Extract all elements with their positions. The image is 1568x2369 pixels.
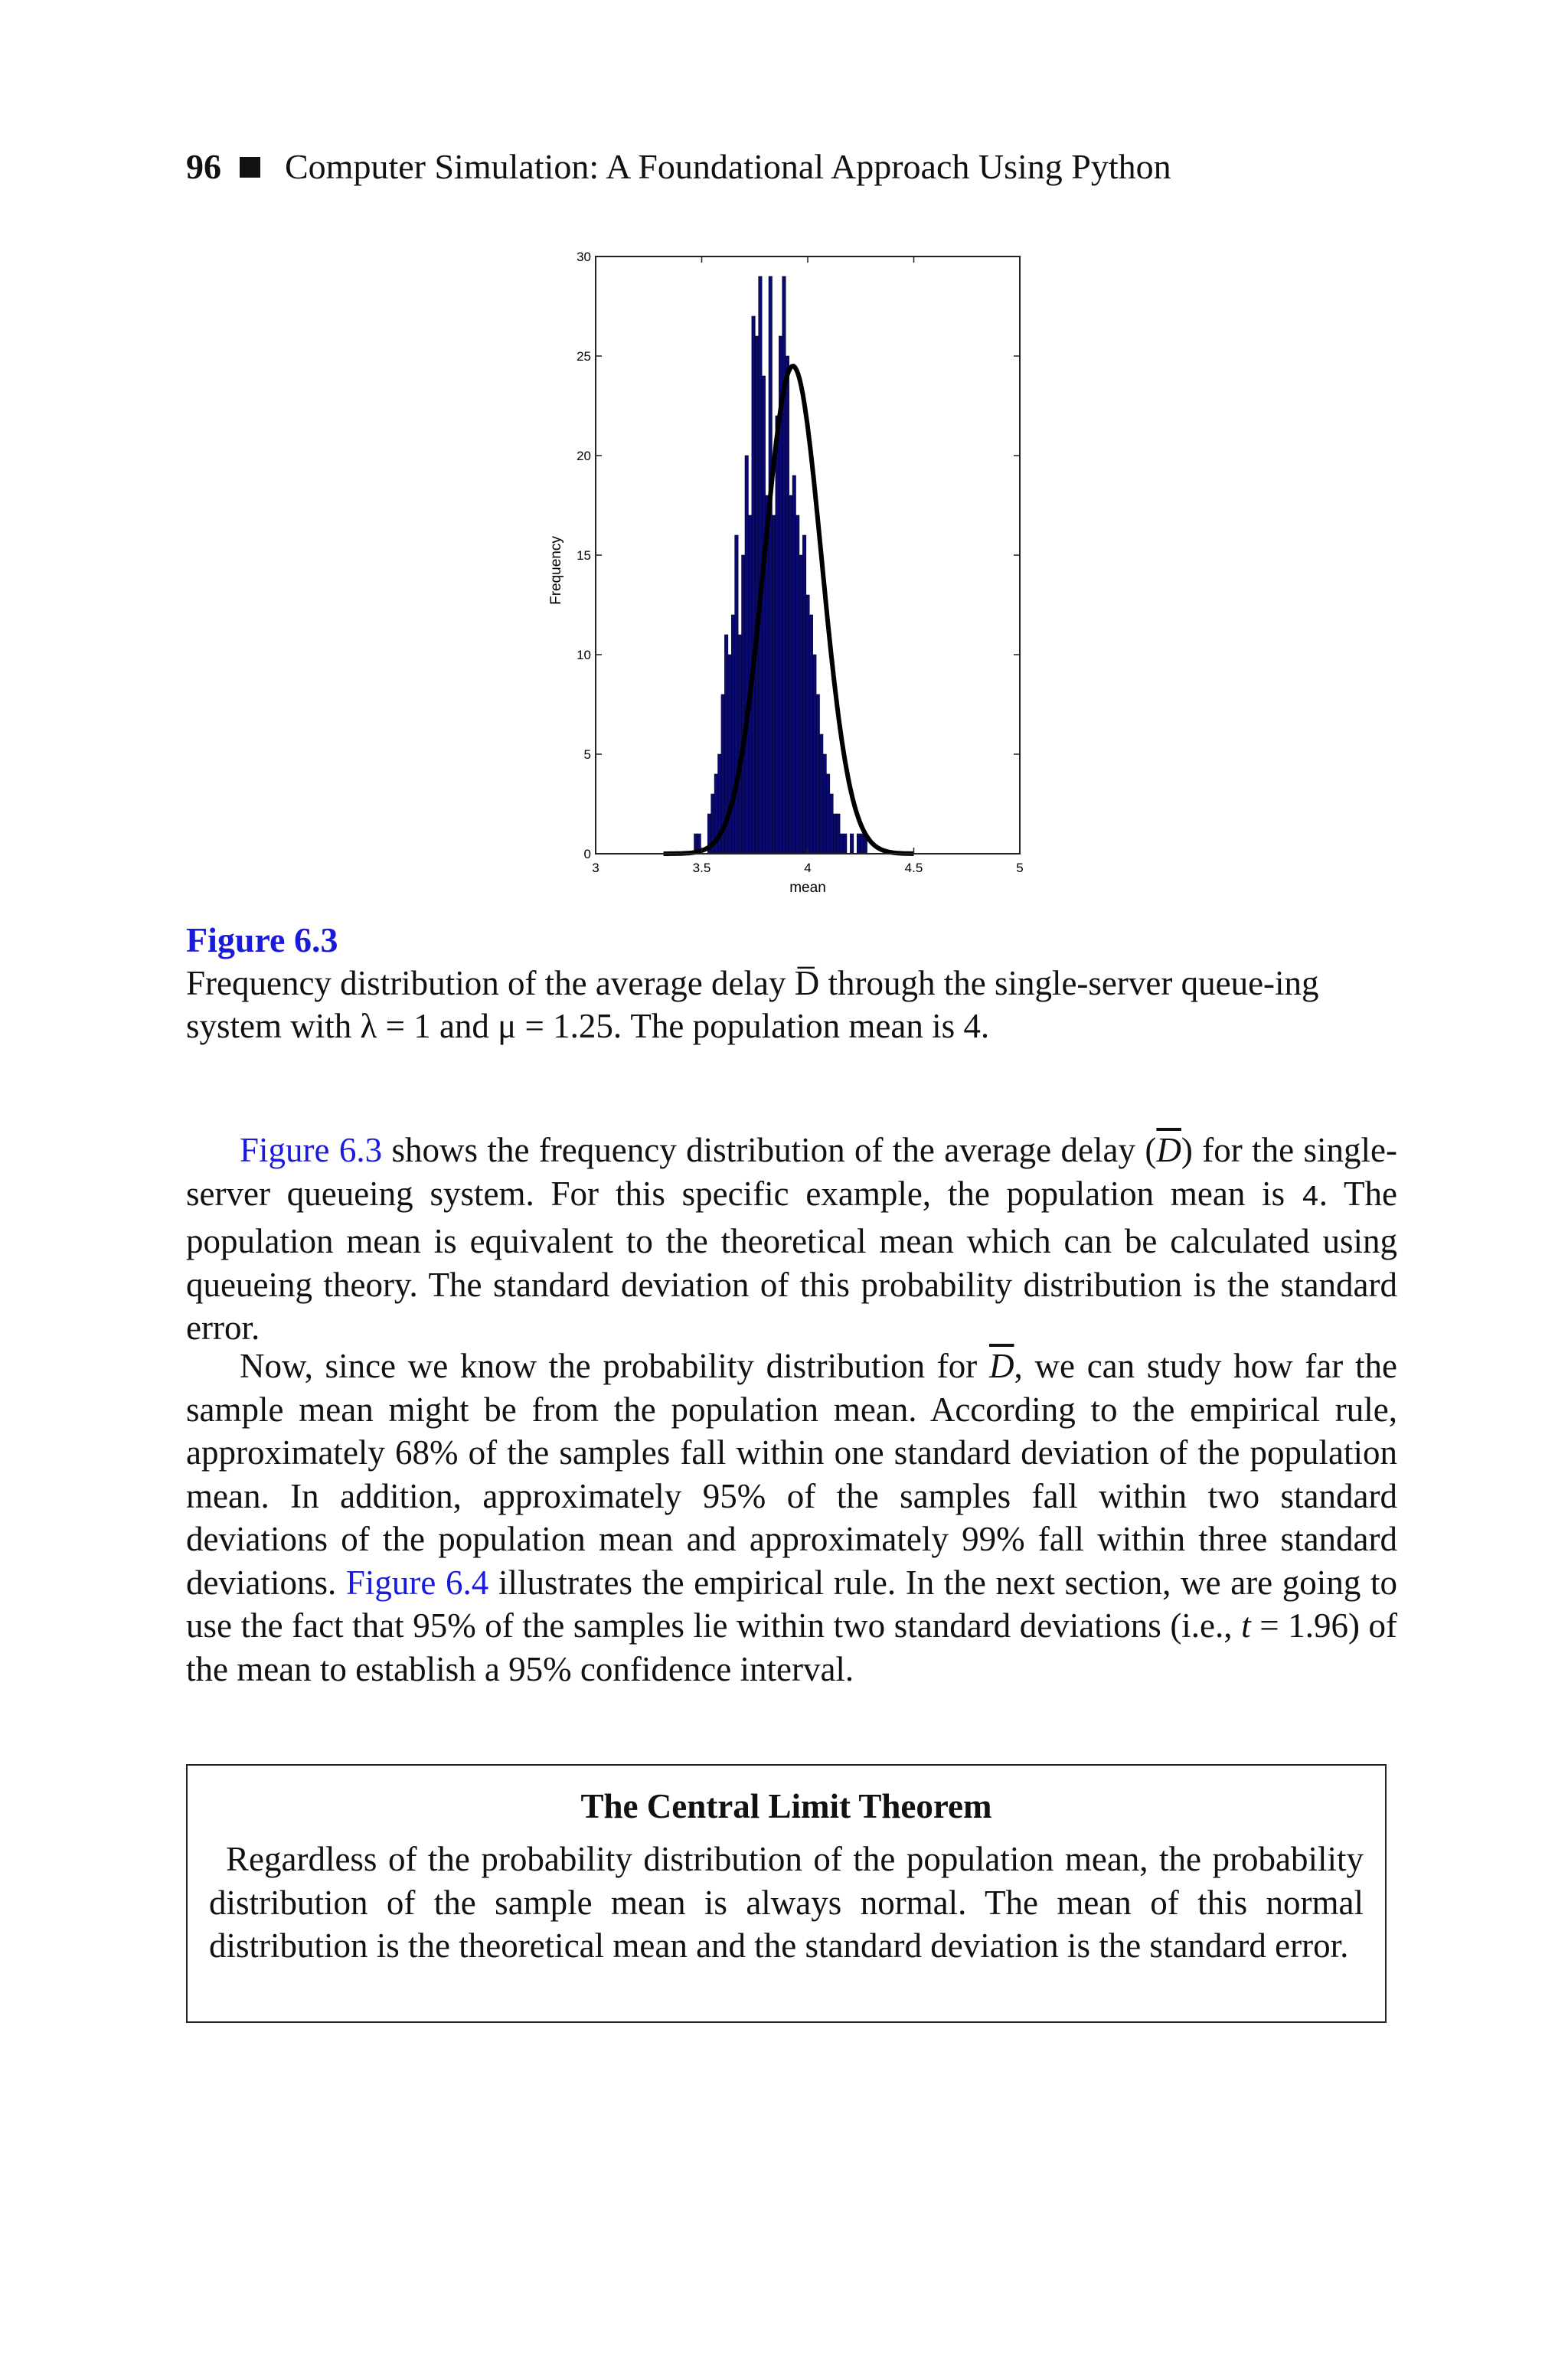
d-bar-symbol: $\overline{D}$: [989, 1347, 1014, 1385]
y-tick-label: 25: [577, 349, 591, 364]
square-bullet-icon: [240, 157, 260, 178]
y-tick-label: 5: [583, 747, 591, 762]
histogram-bar: [738, 635, 741, 854]
histogram-bar: [826, 774, 829, 854]
histogram-bar: [786, 356, 789, 854]
histogram-bar: [762, 376, 765, 854]
theorem-text: Regardless of the probability distribution of the population mean, the probability distribution of the sample mean is always normal. The mean of this normal distribution is the theoretical mean and the standard deviation is the standard error.: [209, 1840, 1364, 1965]
figure-6-3-link[interactable]: Figure 6.3: [240, 1131, 383, 1169]
x-tick-label: 3: [592, 861, 599, 875]
histogram-bar: [802, 535, 805, 854]
y-axis-label: Frequency: [548, 536, 564, 605]
histogram-bar: [837, 814, 840, 854]
figure-caption: [186, 919, 1397, 1047]
histogram-bar: [840, 834, 843, 854]
x-axis-label: mean: [789, 880, 826, 896]
figure-caption-text: Frequency distribution of the average delay D̅ through the single-server queue-ing system with λ = 1 and μ = 1.25. The population mean is 4.: [186, 964, 1319, 1045]
histogram-bar: [745, 456, 748, 854]
text-run: = 1.96) of the mean to establish a 95% confidence interval.: [186, 1606, 1397, 1688]
text-run: , we can study how far the sample mean might be from the population mean. According to the empirical rule, approximately 68% of the samples fall within one standard deviation of the population mean. In addition, approximately 95% of the samples fall within two standard deviations of the population mean and approximately 99% fall within three standard deviations.: [186, 1347, 1397, 1602]
histogram-bar: [752, 316, 755, 854]
histogram-chart: [536, 245, 1057, 919]
x-tick-label: 3.5: [692, 861, 711, 875]
histogram-bar: [792, 475, 795, 854]
histogram-bar: [731, 615, 734, 854]
x-tick-label: 4: [804, 861, 812, 875]
histogram-bar: [772, 515, 775, 854]
histogram-bar: [813, 655, 816, 854]
text-run: ) for the single-server queueing system. For this specific example, the population mean is: [186, 1131, 1397, 1213]
body-paragraph-1: [186, 1129, 1397, 1350]
running-title: Computer Simulation: A Foundational Approach Using Python: [285, 147, 1171, 186]
histogram-bar: [820, 734, 823, 854]
text-run: shows the frequency distribution of the average delay (: [382, 1131, 1157, 1169]
text-run: illustrates the empirical rule. In the next section, we are going to use the fact that 95% of the samples lie within two standard deviations (i.e.,: [186, 1563, 1397, 1645]
y-tick-label: 30: [577, 250, 591, 264]
d-bar-symbol: $\overline{D}$: [1156, 1131, 1181, 1169]
histogram-bar: [823, 754, 826, 854]
t-variable: t: [1241, 1606, 1251, 1645]
histogram-bar: [742, 555, 745, 854]
body-paragraph-2: [186, 1345, 1397, 1691]
y-tick-label: 15: [577, 548, 591, 563]
theorem-box: [186, 1764, 1387, 2023]
figure-label[interactable]: Figure 6.3: [186, 920, 338, 959]
histogram-bar: [769, 276, 772, 854]
histogram-bar: [795, 515, 799, 854]
histogram-bar: [861, 834, 864, 854]
x-tick-label: 4.5: [904, 861, 923, 875]
text-run: . The population mean is equivalent to the theoretical mean which can be calculated using queueing theory. The standard deviation of this probability distribution is the standard error.: [186, 1174, 1397, 1347]
histogram-bar: [833, 814, 836, 854]
histogram-bar: [850, 834, 853, 854]
histogram-bar: [857, 834, 860, 854]
theorem-title: The Central Limit Theorem: [580, 1787, 992, 1825]
histogram-bar: [728, 655, 731, 854]
histogram-bar: [776, 416, 779, 854]
histogram-bar: [782, 276, 786, 854]
page-number: 96: [186, 147, 221, 186]
histogram-bar: [755, 336, 758, 854]
histogram-bar: [735, 535, 738, 854]
histogram-bar: [806, 595, 809, 854]
page-header: [186, 144, 1411, 190]
text-run: Now, since we know the probability distribution for: [240, 1347, 990, 1385]
histogram-bar: [809, 615, 812, 854]
x-tick-label: 5: [1016, 861, 1024, 875]
histogram-bar: [830, 794, 833, 854]
code-value: 4: [1301, 1181, 1319, 1214]
histogram-bar: [789, 495, 792, 854]
figure-6-4-link[interactable]: Figure 6.4: [345, 1563, 489, 1602]
y-tick-label: 10: [577, 648, 591, 662]
histogram-bar: [799, 555, 802, 854]
histogram-bar: [844, 834, 847, 854]
y-tick-label: 0: [583, 847, 591, 861]
y-tick-label: 20: [577, 449, 591, 463]
histogram-bar: [816, 694, 819, 854]
